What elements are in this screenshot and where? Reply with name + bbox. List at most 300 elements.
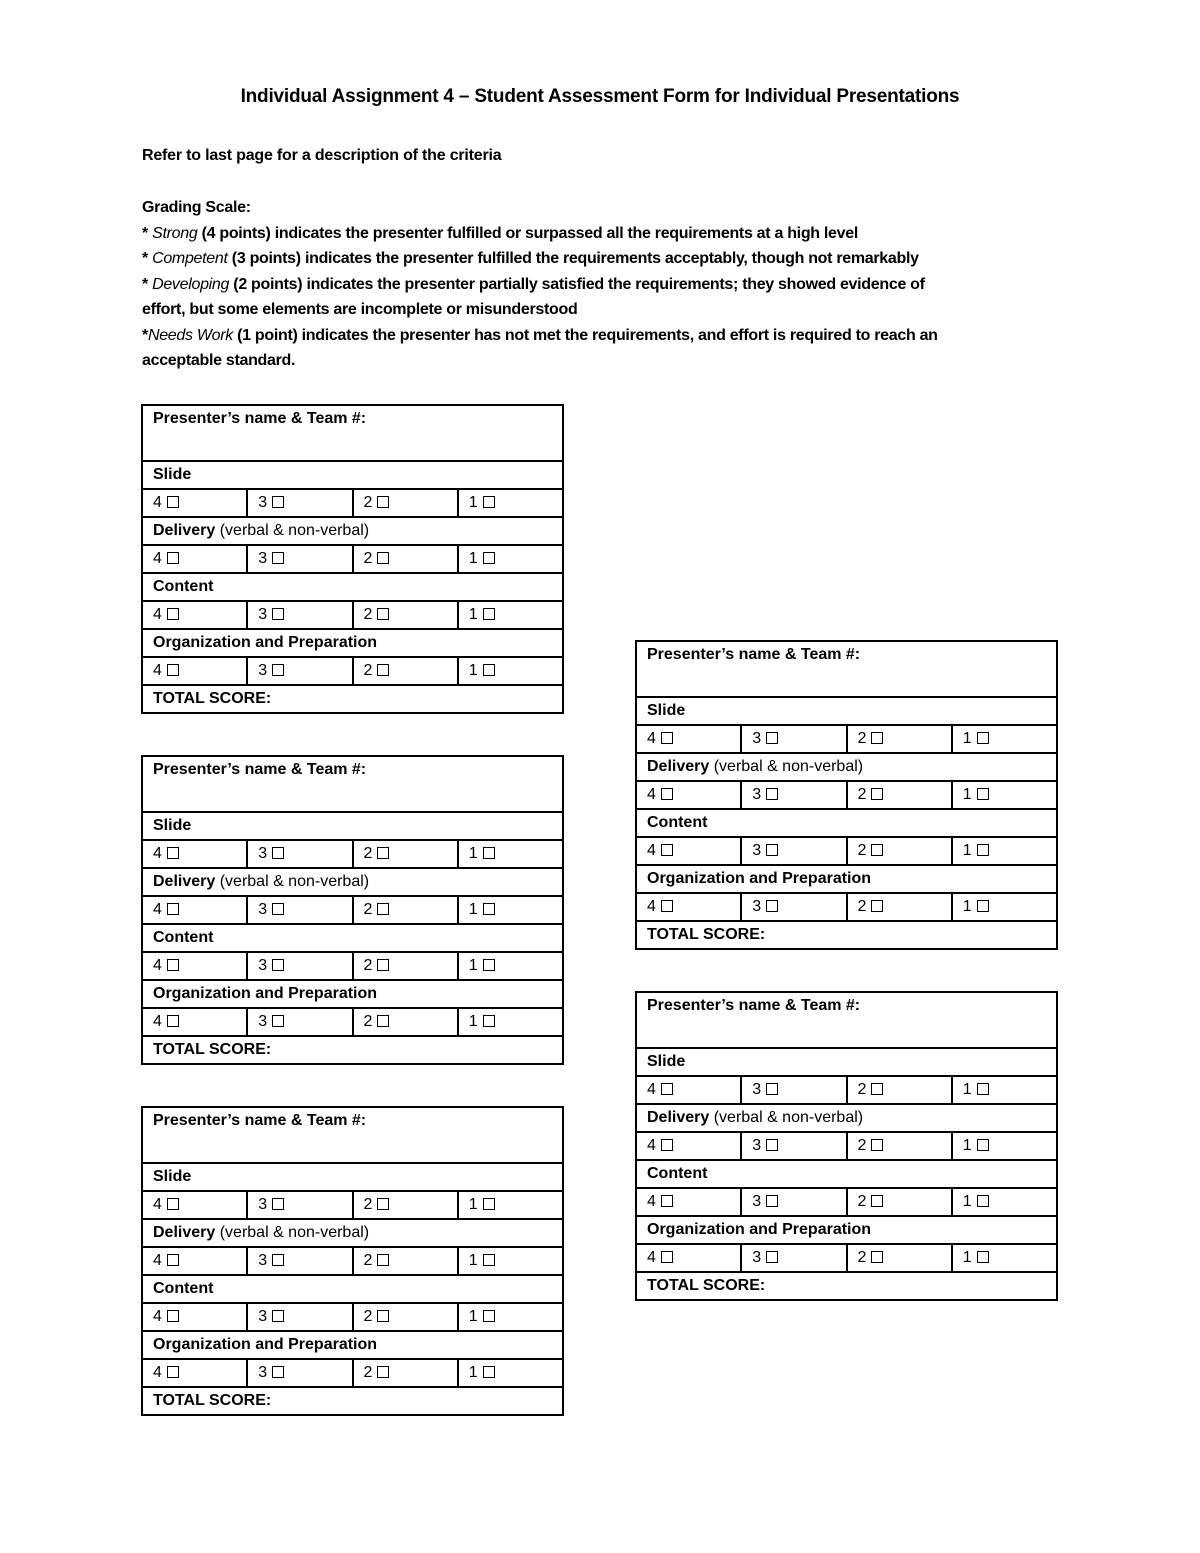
criterion-note: (verbal & non-verbal)	[215, 522, 370, 539]
score-value: 1	[962, 786, 972, 803]
checkbox[interactable]	[167, 1015, 179, 1027]
score-value: 4	[153, 845, 162, 862]
score-value: 1	[468, 494, 478, 511]
scale-desc: indicates the presenter has not met the requirements, and effort is required to reach an	[301, 326, 938, 344]
checkbox[interactable]	[167, 608, 179, 620]
checkbox[interactable]	[377, 847, 389, 859]
score-option	[353, 489, 458, 517]
total-score-field[interactable]	[142, 685, 563, 713]
score-value: 2	[363, 1308, 373, 1325]
checkbox[interactable]	[272, 847, 284, 859]
score-option	[458, 601, 563, 629]
checkbox[interactable]	[871, 1195, 883, 1207]
score-option	[952, 1188, 1057, 1216]
criterion-label	[142, 868, 563, 896]
scale-item-strong	[142, 221, 1042, 247]
score-option	[741, 1188, 846, 1216]
checkbox[interactable]	[977, 900, 989, 912]
scale-points: (2 points)	[229, 275, 307, 293]
checkbox[interactable]	[871, 1139, 883, 1151]
score-options-row	[636, 837, 1057, 865]
score-option	[847, 1188, 952, 1216]
score-options-row	[142, 952, 563, 980]
score-value: 4	[153, 1364, 162, 1381]
checkbox[interactable]	[766, 844, 778, 856]
score-option	[458, 1191, 563, 1219]
checkbox[interactable]	[977, 1139, 989, 1151]
checkbox[interactable]	[167, 664, 179, 676]
score-value: 4	[153, 901, 162, 918]
scale-points: (1 point)	[232, 326, 302, 344]
checkbox[interactable]	[483, 959, 495, 971]
checkbox[interactable]	[766, 1139, 778, 1151]
score-option	[636, 893, 741, 921]
score-value: 3	[752, 842, 762, 859]
checkbox[interactable]	[871, 732, 883, 744]
score-value: 1	[962, 1137, 972, 1154]
checkbox[interactable]	[661, 732, 673, 744]
criterion-name: Organization and Preparation	[153, 985, 378, 1002]
criterion-label	[636, 1048, 1057, 1076]
score-option	[952, 1132, 1057, 1160]
score-option	[847, 1244, 952, 1272]
checkbox[interactable]	[377, 1198, 389, 1210]
score-value: 3	[752, 1137, 762, 1154]
checkbox[interactable]	[167, 1366, 179, 1378]
checkbox[interactable]	[977, 788, 989, 800]
checkbox[interactable]	[483, 903, 495, 915]
checkbox[interactable]	[377, 1015, 389, 1027]
score-option	[247, 840, 352, 868]
checkbox[interactable]	[871, 844, 883, 856]
checkbox[interactable]	[272, 1015, 284, 1027]
checkbox[interactable]	[871, 1083, 883, 1095]
score-value: 2	[857, 730, 867, 747]
checkbox[interactable]	[483, 1015, 495, 1027]
presenter-name-field[interactable]	[142, 756, 563, 812]
checkbox[interactable]	[483, 847, 495, 859]
score-value: 1	[962, 1081, 972, 1098]
score-option	[636, 1132, 741, 1160]
checkbox[interactable]	[377, 903, 389, 915]
checkbox[interactable]	[483, 552, 495, 564]
score-option	[142, 657, 247, 685]
score-option	[247, 1247, 352, 1275]
criterion-label	[636, 1160, 1057, 1188]
score-option	[636, 1244, 741, 1272]
score-options-row	[142, 657, 563, 685]
checkbox[interactable]	[272, 1310, 284, 1322]
score-option	[458, 1247, 563, 1275]
score-value: 4	[153, 957, 162, 974]
score-value: 2	[363, 1252, 373, 1269]
grading-scale-heading: Grading Scale:	[142, 199, 251, 216]
score-options-row	[142, 840, 563, 868]
score-option	[952, 1076, 1057, 1104]
criterion-name: Delivery	[153, 1224, 216, 1241]
score-option	[142, 489, 247, 517]
total-score-field[interactable]	[142, 1387, 563, 1415]
criterion-note: (verbal & non-verbal)	[709, 758, 864, 775]
score-value: 2	[363, 494, 373, 511]
criterion-label	[142, 1163, 563, 1191]
scale-prefix: *	[142, 224, 153, 242]
score-options-row	[142, 1191, 563, 1219]
score-option	[636, 781, 741, 809]
checkbox[interactable]	[661, 788, 673, 800]
score-option	[247, 952, 352, 980]
checkbox[interactable]	[272, 496, 284, 508]
score-option	[142, 1191, 247, 1219]
checkbox[interactable]	[167, 496, 179, 508]
criterion-label	[142, 812, 563, 840]
score-option	[741, 893, 846, 921]
score-value: 4	[647, 786, 656, 803]
checkbox[interactable]	[977, 1251, 989, 1263]
criterion-label	[142, 1331, 563, 1359]
score-option	[458, 952, 563, 980]
score-options-row	[636, 1244, 1057, 1272]
criterion-label	[142, 924, 563, 952]
criterion-name: Organization and Preparation	[647, 1221, 872, 1238]
score-option	[741, 1244, 846, 1272]
checkbox[interactable]	[483, 608, 495, 620]
checkbox[interactable]	[661, 1195, 673, 1207]
checkbox[interactable]	[766, 1083, 778, 1095]
criterion-name: Slide	[647, 702, 686, 719]
score-value: 1	[962, 1193, 972, 1210]
criterion-name: Slide	[153, 466, 192, 483]
assessment-form	[141, 1106, 564, 1416]
presenter-name-label: Presenter’s name & Team #:	[153, 1112, 367, 1129]
presenter-name-field[interactable]	[142, 1107, 563, 1163]
score-value: 4	[153, 606, 162, 623]
checkbox[interactable]	[167, 959, 179, 971]
score-option	[458, 896, 563, 924]
score-value: 3	[258, 1308, 268, 1325]
score-options-row	[142, 1303, 563, 1331]
score-option	[247, 601, 352, 629]
score-option	[142, 1008, 247, 1036]
assessment-form	[635, 991, 1058, 1301]
checkbox[interactable]	[766, 732, 778, 744]
score-option	[952, 1244, 1057, 1272]
checkbox[interactable]	[167, 847, 179, 859]
score-value: 2	[363, 957, 373, 974]
total-score-label: TOTAL SCORE:	[647, 926, 766, 943]
checkbox[interactable]	[167, 1310, 179, 1322]
score-option	[247, 545, 352, 573]
checkbox[interactable]	[272, 1366, 284, 1378]
checkbox[interactable]	[377, 1254, 389, 1266]
score-option	[247, 1359, 352, 1387]
score-value: 1	[468, 1252, 478, 1269]
score-value: 1	[962, 842, 972, 859]
checkbox[interactable]	[661, 900, 673, 912]
score-option	[142, 840, 247, 868]
score-option	[952, 893, 1057, 921]
score-option	[741, 725, 846, 753]
score-value: 2	[363, 1364, 373, 1381]
scale-term: Developing	[152, 275, 230, 293]
presenter-name-label: Presenter’s name & Team #:	[153, 761, 367, 778]
score-option	[247, 657, 352, 685]
criterion-name: Slide	[153, 1168, 192, 1185]
score-option	[142, 545, 247, 573]
score-value: 4	[153, 1252, 162, 1269]
criterion-name: Content	[647, 1165, 708, 1182]
checkbox[interactable]	[977, 732, 989, 744]
score-option	[353, 896, 458, 924]
scale-term: Competent	[152, 250, 228, 267]
score-option	[353, 1191, 458, 1219]
score-value: 1	[962, 898, 972, 915]
criterion-name: Slide	[647, 1053, 686, 1070]
checkbox[interactable]	[483, 1254, 495, 1266]
score-option	[847, 837, 952, 865]
total-score-field[interactable]	[636, 1272, 1057, 1300]
score-option	[247, 1303, 352, 1331]
checkbox[interactable]	[977, 1083, 989, 1095]
score-value: 1	[468, 662, 478, 679]
checkbox[interactable]	[661, 1139, 673, 1151]
score-option	[247, 489, 352, 517]
score-options-row	[142, 601, 563, 629]
score-value: 3	[258, 550, 268, 567]
criterion-label	[636, 809, 1057, 837]
score-value: 3	[258, 494, 268, 511]
checkbox[interactable]	[377, 1310, 389, 1322]
checkbox[interactable]	[661, 1083, 673, 1095]
score-option	[353, 840, 458, 868]
score-option	[458, 1359, 563, 1387]
scale-desc: indicates the presenter fulfilled or surpassed all the requirements at a high level	[274, 224, 858, 242]
score-value: 1	[468, 845, 478, 862]
score-value: 1	[468, 957, 478, 974]
checkbox[interactable]	[167, 552, 179, 564]
score-value: 3	[258, 662, 268, 679]
checkbox[interactable]	[483, 1198, 495, 1210]
criterion-name: Slide	[153, 817, 192, 834]
score-option	[353, 1247, 458, 1275]
checkbox[interactable]	[871, 1251, 883, 1263]
checkbox[interactable]	[483, 664, 495, 676]
checkbox[interactable]	[377, 664, 389, 676]
presenter-name-field[interactable]	[142, 405, 563, 461]
checkbox[interactable]	[661, 1251, 673, 1263]
score-value: 1	[468, 606, 478, 623]
checkbox[interactable]	[766, 900, 778, 912]
score-value: 4	[647, 1137, 656, 1154]
score-option	[353, 952, 458, 980]
checkbox[interactable]	[766, 788, 778, 800]
score-option	[952, 781, 1057, 809]
checkbox[interactable]	[377, 496, 389, 508]
score-value: 1	[468, 1364, 478, 1381]
checkbox[interactable]	[871, 788, 883, 800]
total-score-field[interactable]	[142, 1036, 563, 1064]
score-options-row	[636, 1076, 1057, 1104]
presenter-name-field[interactable]	[636, 992, 1057, 1048]
score-value: 3	[752, 1081, 762, 1098]
criterion-label	[636, 753, 1057, 781]
score-option	[636, 1188, 741, 1216]
score-options-row	[142, 1359, 563, 1387]
score-value: 3	[258, 1364, 268, 1381]
score-value: 2	[857, 1081, 867, 1098]
checkbox[interactable]	[871, 900, 883, 912]
score-option	[142, 1359, 247, 1387]
scale-desc: indicates the presenter fulfilled the requirements acceptably, though not remarkably	[304, 250, 919, 267]
scale-item-developing-cont: effort, but some elements are incomplete or misunderstood	[142, 301, 578, 318]
score-options-row	[142, 489, 563, 517]
checkbox[interactable]	[766, 1251, 778, 1263]
score-value: 4	[153, 1196, 162, 1213]
scale-item-needs-work	[142, 323, 1042, 349]
checkbox[interactable]	[483, 496, 495, 508]
criterion-note: (verbal & non-verbal)	[709, 1109, 864, 1126]
score-value: 2	[857, 842, 867, 859]
score-option	[636, 837, 741, 865]
score-option	[847, 1132, 952, 1160]
score-options-row	[142, 545, 563, 573]
checkbox[interactable]	[377, 552, 389, 564]
score-option	[353, 1359, 458, 1387]
checkbox[interactable]	[272, 608, 284, 620]
score-option	[741, 1132, 846, 1160]
presenter-name-field[interactable]	[636, 641, 1057, 697]
score-value: 4	[647, 730, 656, 747]
score-value: 2	[857, 1193, 867, 1210]
score-value: 3	[258, 1013, 268, 1030]
score-value: 4	[153, 662, 162, 679]
score-option	[142, 601, 247, 629]
checkbox[interactable]	[766, 1195, 778, 1207]
criterion-label	[636, 1104, 1057, 1132]
scale-term: Strong	[152, 224, 198, 242]
scale-points: (3 points)	[227, 250, 305, 267]
checkbox[interactable]	[272, 1254, 284, 1266]
criterion-name: Organization and Preparation	[153, 1336, 378, 1353]
score-option	[847, 781, 952, 809]
criterion-name: Content	[153, 929, 214, 946]
score-value: 2	[857, 1137, 867, 1154]
score-option	[353, 657, 458, 685]
score-value: 3	[752, 1249, 762, 1266]
checkbox[interactable]	[661, 844, 673, 856]
criterion-label	[142, 1219, 563, 1247]
score-value: 4	[647, 842, 656, 859]
criterion-note: (verbal & non-verbal)	[215, 1224, 370, 1241]
score-value: 2	[363, 606, 373, 623]
score-value: 4	[153, 1013, 162, 1030]
score-value: 3	[258, 1196, 268, 1213]
score-value: 2	[363, 550, 373, 567]
criterion-label	[636, 865, 1057, 893]
score-value: 4	[153, 494, 162, 511]
score-options-row	[142, 896, 563, 924]
score-options-row	[636, 893, 1057, 921]
score-option	[458, 657, 563, 685]
score-option	[142, 952, 247, 980]
score-options-row	[142, 1008, 563, 1036]
criterion-label	[636, 697, 1057, 725]
scale-points: (4 points)	[197, 224, 275, 242]
score-option	[142, 1303, 247, 1331]
checkbox[interactable]	[377, 608, 389, 620]
total-score-field[interactable]	[636, 921, 1057, 949]
criterion-name: Delivery	[153, 522, 216, 539]
score-option	[741, 1076, 846, 1104]
score-value: 1	[468, 1013, 478, 1030]
score-value: 1	[468, 901, 478, 918]
score-value: 1	[468, 550, 478, 567]
score-option	[952, 725, 1057, 753]
criterion-note: (verbal & non-verbal)	[215, 873, 370, 890]
score-options-row	[636, 1188, 1057, 1216]
score-option	[458, 1303, 563, 1331]
checkbox[interactable]	[272, 903, 284, 915]
checkbox[interactable]	[377, 1366, 389, 1378]
checkbox[interactable]	[483, 1366, 495, 1378]
score-option	[458, 545, 563, 573]
score-option	[847, 893, 952, 921]
score-value: 4	[647, 1249, 656, 1266]
score-options-row	[636, 1132, 1057, 1160]
scale-prefix: *	[142, 275, 153, 293]
scale-prefix: *	[142, 250, 153, 267]
presenter-name-label: Presenter’s name & Team #:	[647, 997, 861, 1014]
score-value: 3	[752, 730, 762, 747]
criterion-label	[142, 1275, 563, 1303]
score-value: 3	[752, 786, 762, 803]
criterion-name: Organization and Preparation	[647, 870, 872, 887]
score-value: 3	[258, 845, 268, 862]
score-options-row	[636, 781, 1057, 809]
grading-scale	[142, 195, 1042, 374]
checkbox[interactable]	[167, 903, 179, 915]
checkbox[interactable]	[167, 1254, 179, 1266]
criterion-label	[142, 629, 563, 657]
scale-desc: indicates the presenter partially satisfied the requirements; they showed evidence of	[306, 275, 925, 293]
presenter-name-label: Presenter’s name & Team #:	[647, 646, 861, 663]
scale-item-competent	[142, 246, 1042, 272]
total-score-label: TOTAL SCORE:	[153, 1041, 272, 1058]
score-option	[636, 725, 741, 753]
total-score-label: TOTAL SCORE:	[153, 690, 272, 707]
score-value: 3	[258, 901, 268, 918]
score-value: 2	[857, 786, 867, 803]
score-options-row	[142, 1247, 563, 1275]
checkbox[interactable]	[272, 552, 284, 564]
criterion-label	[636, 1216, 1057, 1244]
score-value: 3	[752, 898, 762, 915]
scale-item-developing	[142, 272, 1042, 298]
checkbox[interactable]	[483, 1310, 495, 1322]
score-option	[847, 725, 952, 753]
criterion-label	[142, 980, 563, 1008]
checkbox[interactable]	[272, 664, 284, 676]
checkbox[interactable]	[167, 1198, 179, 1210]
checkbox[interactable]	[977, 1195, 989, 1207]
score-option	[458, 840, 563, 868]
score-value: 1	[962, 730, 972, 747]
checkbox[interactable]	[977, 844, 989, 856]
checkbox[interactable]	[272, 1198, 284, 1210]
checkbox[interactable]	[377, 959, 389, 971]
checkbox[interactable]	[272, 959, 284, 971]
score-option	[458, 1008, 563, 1036]
